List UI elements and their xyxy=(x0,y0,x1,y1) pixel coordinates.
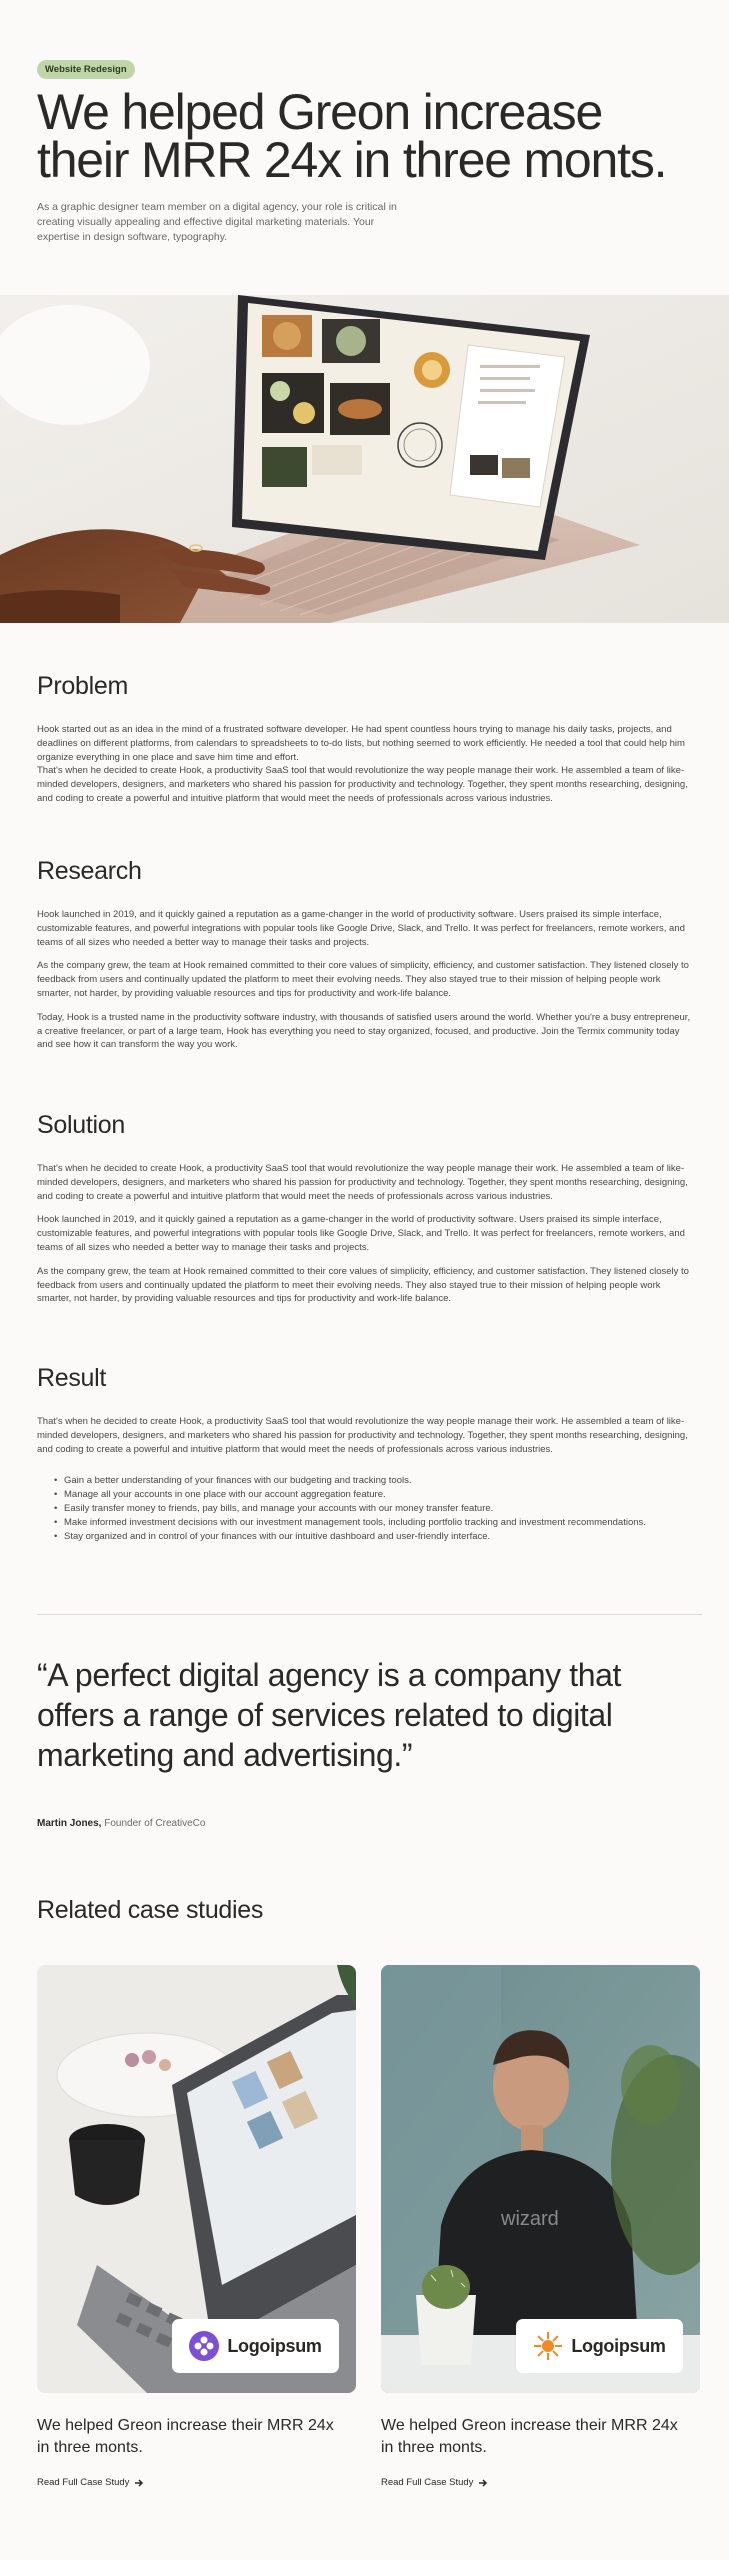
section-divider xyxy=(37,1614,702,1615)
problem-section xyxy=(37,672,697,816)
category-badge: Website Redesign xyxy=(37,60,135,79)
logo-text: Logoipsum xyxy=(227,2335,322,2356)
testimonial-quote: “A perfect digital agency is a company that offers a range of services related to digital marketing and advertising.” xyxy=(37,1657,622,1773)
research-paragraph-1: Hook launched in 2019, and it quickly gained a reputation as a game-changer in the world of productivity software. Users praised its simple interface, customizable features, and powerful integrations with popular tools like Google Drive, Slack, and Trello. It was perfect for freelancers, remote workers, and teams of all sizes who needed a better way to manage their tasks and projects. xyxy=(37,909,685,948)
link-label[interactable]: Read Full Case Study xyxy=(381,2477,474,2488)
case-study-title[interactable]: We helped Greon increase their MRR 24x in three monts. xyxy=(381,2417,678,2456)
author-name: Martin Jones, xyxy=(37,1818,102,1829)
research-paragraph-3: Today, Hook is a trusted name in the productivity software industry, with thousands of satisfied users around the world. Whether you're a busy entrepreneur, a creative freelancer, or part of a large team, Hook has everything you need to stay organized, focused, and productive. Join the Termix community today and see how it can transform the way you work. xyxy=(37,1011,691,1051)
author-role: Founder of CreativeCo xyxy=(104,1818,206,1829)
solution-section xyxy=(37,1111,697,1316)
logo-text: Logoipsum xyxy=(571,2335,666,2356)
case-study-card[interactable] xyxy=(381,1965,700,2488)
solution-paragraph-2: Hook launched in 2019, and it quickly gained a reputation as a game-changer in the world of productivity software. Users praised its simple interface, customizable features, and powerful integrations with popular tools like Google Drive, Slack, and Trello. It was perfect for freelancers, remote workers, and teams of all sizes who needed a better way to manage their tasks and projects. xyxy=(37,1214,685,1253)
arrow-right-icon[interactable] xyxy=(478,2478,488,2488)
list-item: • Manage all your accounts in one place with our account aggregation feature. xyxy=(64,1488,697,1502)
page-subtitle: As a graphic designer team member on a digital agency, your role is critical in creating visually appealing and effective digital marketing materials. Your expertise in design software, typography. xyxy=(37,201,397,243)
research-paragraph-2: As the company grew, the team at Hook remained committed to their core values of simplicity, efficiency, and customer satisfaction. They listened closely to feedback from users and continually updated the platform to meet their evolving needs. They also stayed true to their mission of helping people work smarter, not harder, by providing valuable resources and tips for productivity and work-life balance. xyxy=(37,960,689,999)
page-title: We helped Greon increase their MRR 24x in three monts. xyxy=(37,84,667,188)
result-section xyxy=(37,1364,697,1543)
case-study-image[interactable] xyxy=(37,1965,356,2393)
problem-paragraph-2: That's when he decided to create Hook, a productivity SaaS tool that would revolutionize the way people manage their work. He assembled a team of like-minded developers, designers, and marketers who shared his passion for productivity and technology. Together, they spent months researching, designing, and coding to create a powerful and intuitive platform that would meet the needs of professionals across various industries. xyxy=(37,765,688,804)
list-item: • Easily transfer money to friends, pay bills, and manage your accounts with our money transfer feature. xyxy=(64,1502,697,1516)
arrow-right-icon[interactable] xyxy=(134,2478,144,2488)
problem-paragraph-1: Hook started out as an idea in the mind of a frustrated software developer. He had spent countless hours trying to manage his daily tasks, projects, and deadlines on different platforms, from calendars to spreadsheets to to-do lists, but nothing seemed to work efficiently. He needed a tool that could help him organize everything in one place and save him time and effort. xyxy=(37,724,685,763)
read-case-study-link[interactable] xyxy=(37,2477,356,2488)
hero-image xyxy=(0,295,729,623)
case-study-title[interactable]: We helped Greon increase their MRR 24x in three monts. xyxy=(37,2417,334,2456)
list-item: • Stay organized and in control of your finances with our intuitive dashboard and user-friendly interface. xyxy=(64,1530,697,1544)
testimonial-author xyxy=(37,1818,205,1829)
list-item: • Make informed investment decisions with our investment management tools, including portfolio tracking and investment recommendations. xyxy=(64,1516,697,1530)
list-item: • Gain a better understanding of your finances with our budgeting and tracking tools. xyxy=(64,1474,697,1488)
link-label[interactable]: Read Full Case Study xyxy=(37,2477,130,2488)
result-bullet-list xyxy=(37,1474,697,1543)
solution-heading: Solution xyxy=(37,1111,125,1139)
case-study-image[interactable] xyxy=(381,1965,700,2393)
client-logo xyxy=(516,2319,683,2373)
logoipsum-sun-icon xyxy=(533,2331,563,2361)
solution-paragraph-1: That's when he decided to create Hook, a productivity SaaS tool that would revolutionize the way people manage their work. He assembled a team of like-minded developers, designers, and marketers who shared his passion for productivity and technology. Together, they spent months researching, designing, and coding to create a powerful and intuitive platform that would meet the needs of professionals across various industries. xyxy=(37,1163,688,1202)
logoipsum-icon xyxy=(189,2331,219,2361)
read-case-study-link[interactable] xyxy=(381,2477,700,2488)
client-logo xyxy=(172,2319,339,2373)
problem-heading: Problem xyxy=(37,672,128,700)
case-study-card[interactable] xyxy=(37,1965,356,2488)
related-heading: Related case studies xyxy=(37,1896,264,1924)
shirt-print: wizard xyxy=(501,2208,559,2230)
result-paragraph-1: That's when he decided to create Hook, a productivity SaaS tool that would revolutionize the way people manage their work. He assembled a team of like-minded developers, designers, and marketers who shared his passion for productivity and technology. Together, they spent months researching, designing, and coding to create a powerful and intuitive platform that would meet the needs of professionals across various industries. xyxy=(37,1416,688,1455)
research-heading: Research xyxy=(37,857,142,885)
solution-paragraph-3: As the company grew, the team at Hook remained committed to their core values of simplicity, efficiency, and customer satisfaction. They listened closely to feedback from users and continually updated the platform to meet their evolving needs. They also stayed true to their mission of helping people work smarter, not harder, by providing valuable resources and tips for productivity and work-life balance. xyxy=(37,1265,689,1305)
result-heading: Result xyxy=(37,1364,107,1392)
research-section xyxy=(37,857,697,1062)
